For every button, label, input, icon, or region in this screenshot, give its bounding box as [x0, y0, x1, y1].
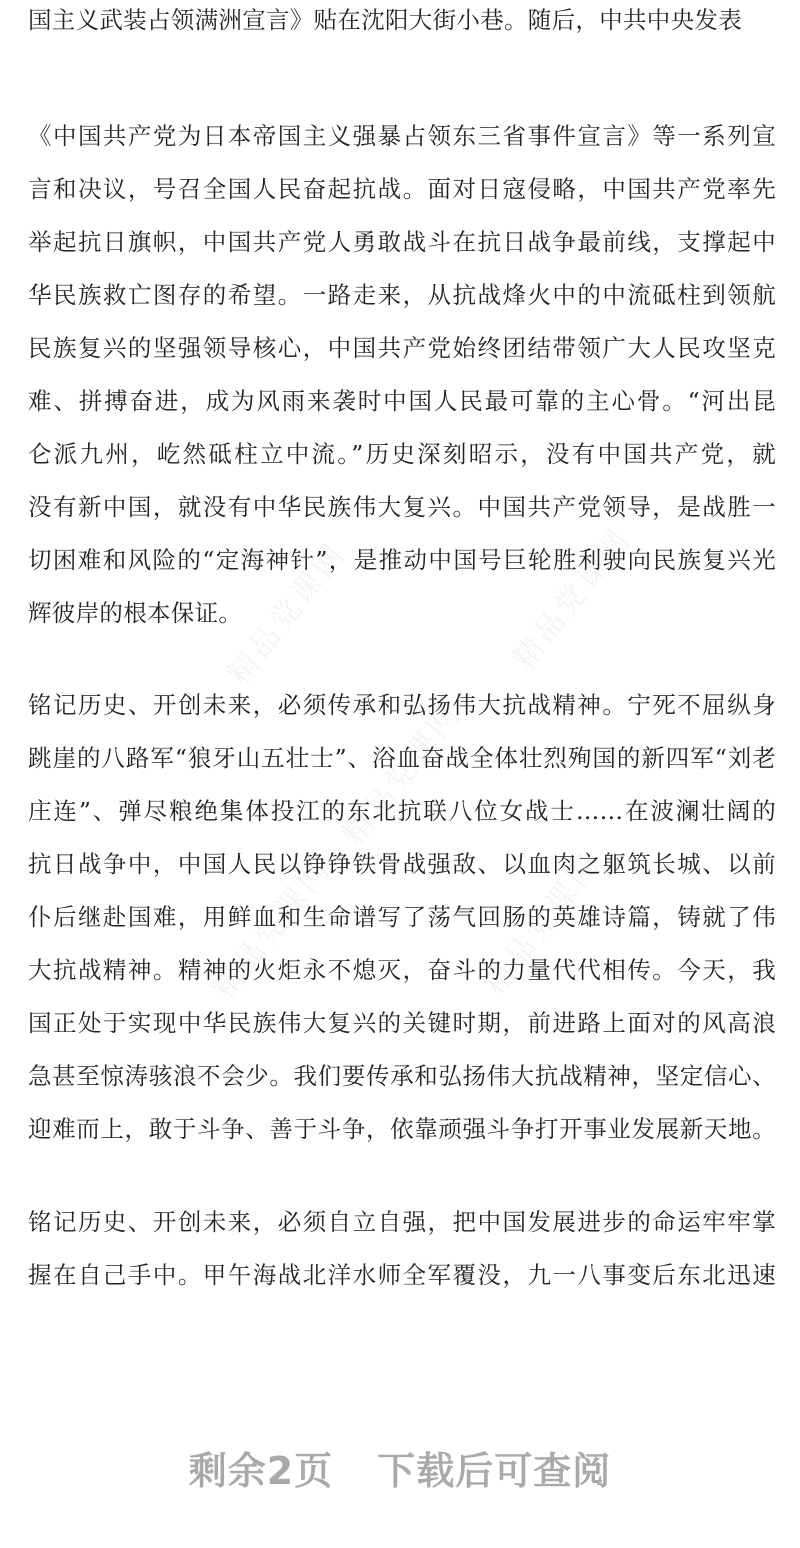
text-line: 铭记历史、开创未来，必须自立自强，把中国发展进步的命运牢牢掌: [28, 1208, 776, 1236]
text-line: 没有新中国，就没有中华民族伟大复兴。中国共产党领导，是战胜一: [28, 493, 776, 521]
text-line: 民族复兴的坚强领导核心，中国共产党始终团结带领广大人民攻坚克: [28, 334, 776, 362]
text-line: 急甚至惊涛骇浪不会少。我们要传承和弘扬伟大抗战精神，坚定信心、: [28, 1062, 776, 1090]
download-prompt-banner[interactable]: [0, 1440, 800, 1495]
text-line: 国主义武装占领满洲宣言》贴在沈阳大街小巷。随后，中共中央发表: [28, 6, 742, 34]
text-line: 跳崖的八路军“狼牙山五壮士”、浴血奋战全体壮烈殉国的新四军“刘老: [28, 744, 776, 772]
text-line: 难、拼搏奋进，成为风雨来袭时中国人民最可靠的主心骨。“河出昆: [28, 387, 776, 415]
text-line: 迎难而上，敢于斗争、善于斗争，依靠顽强斗争打开事业发展新天地。: [28, 1115, 776, 1143]
text-line: 言和决议，号召全国人民奋起抗战。面对日寇侵略，中国共产党率先: [28, 175, 776, 203]
text-line: 国正处于实现中华民族伟大复兴的关键时期，前进路上面对的风高浪: [28, 1009, 776, 1037]
text-line: 华民族救亡图存的希望。一路走来，从抗战烽火中的中流砥柱到领航: [28, 281, 776, 309]
text-line: 辉彼岸的根本保证。: [28, 599, 243, 627]
text-line: 庄连”、弹尽粮绝集体投江的东北抗联八位女战士……在波澜壮阔的: [28, 797, 776, 825]
text-line: 举起抗日旗帜，中国共产党人勇敢战斗在抗日战争最前线，支撑起中: [28, 228, 776, 256]
remaining-pages-label: 剩余2页: [188, 1449, 334, 1493]
download-to-view-label: 下载后可查阅: [377, 1449, 612, 1493]
text-line: 《中国共产党为日本帝国主义强暴占领东三省事件宣言》等一系列宣: [28, 122, 776, 150]
text-line: 仑派九州，屹然砥柱立中流。”历史深刻昭示，没有中国共产党，就: [28, 440, 776, 468]
text-line: 仆后继赴国难，用鲜血和生命谱写了荡气回肠的英雄诗篇，铸就了伟: [28, 903, 776, 931]
text-line: 铭记历史、开创未来，必须传承和弘扬伟大抗战精神。宁死不屈纵身: [28, 691, 776, 719]
text-line: 切困难和风险的“定海神针”，是推动中国号巨轮胜利驶向民族复兴光: [28, 546, 776, 574]
text-line: 抗日战争中，中国人民以铮铮铁骨战强敌、以血肉之躯筑长城、以前: [28, 850, 776, 878]
text-line: 握在自己手中。甲午海战北洋水师全军覆没，九一八事变后东北迅速: [28, 1261, 776, 1289]
text-line: 大抗战精神。精神的火炬永不熄灭，奋斗的力量代代相传。今天，我: [28, 956, 776, 984]
